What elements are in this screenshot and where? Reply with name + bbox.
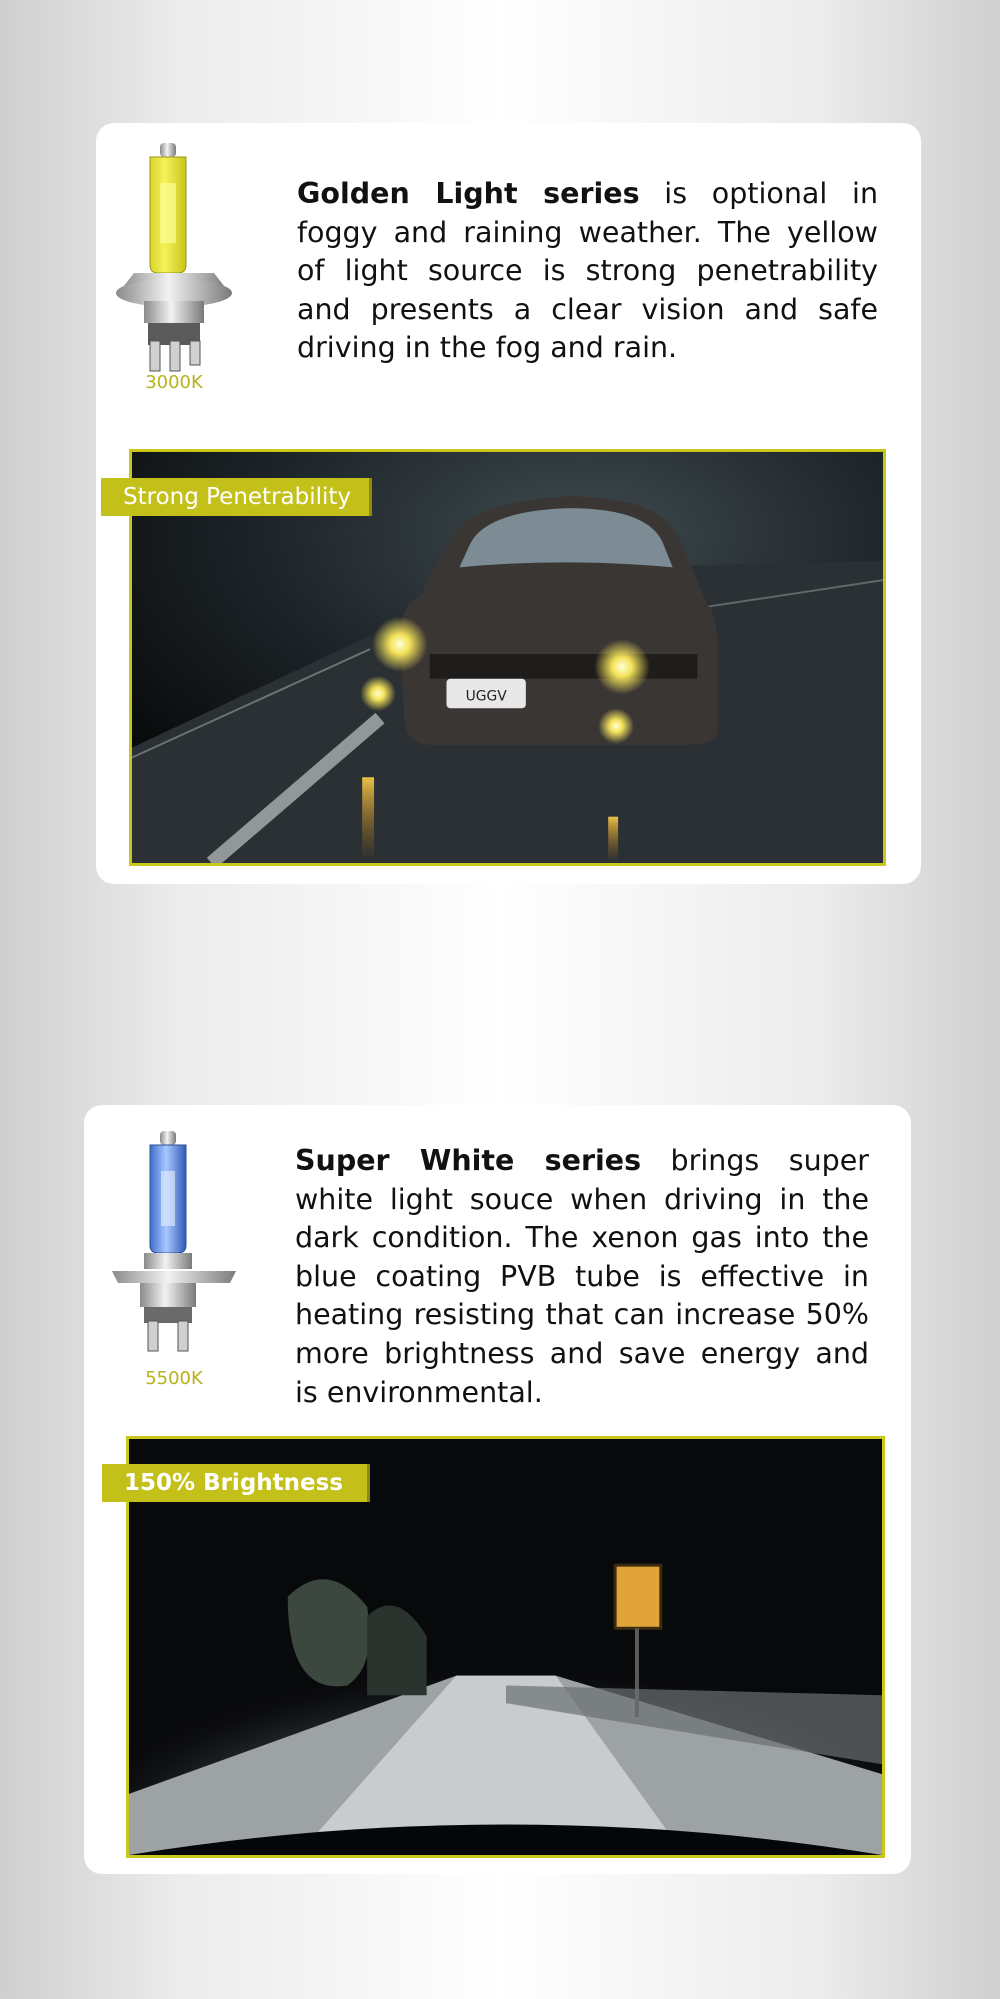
strong-penetrability-tag: Strong Penetrability	[101, 478, 372, 516]
yellow-bulb-icon	[104, 143, 244, 373]
series-title: Super White series	[295, 1144, 642, 1177]
series-title: Golden Light series	[297, 177, 640, 210]
super-white-card	[84, 1105, 911, 1874]
color-temperature-label: 3000K	[145, 372, 203, 393]
series-body: brings super white light souce when driving in the dark condition. The xenon gas into the blue coating PVB tube is effective in heating resisting that can increase 50% more brightness and save energy and is environmental.	[295, 1144, 869, 1409]
license-plate-text: UGGV	[465, 688, 507, 705]
brightness-tag: 150% Brightness	[102, 1464, 370, 1502]
series-body: is optional in foggy and raining weather. The yellow of light source is strong penetrability and presents a clear vision and safe driving in the fog and rain.	[297, 177, 879, 365]
blue-bulb-icon	[104, 1131, 244, 1356]
golden-light-card	[96, 123, 921, 884]
color-temperature-label: 5500K	[145, 1368, 203, 1389]
golden-light-description	[297, 175, 878, 368]
super-white-description	[295, 1142, 869, 1412]
